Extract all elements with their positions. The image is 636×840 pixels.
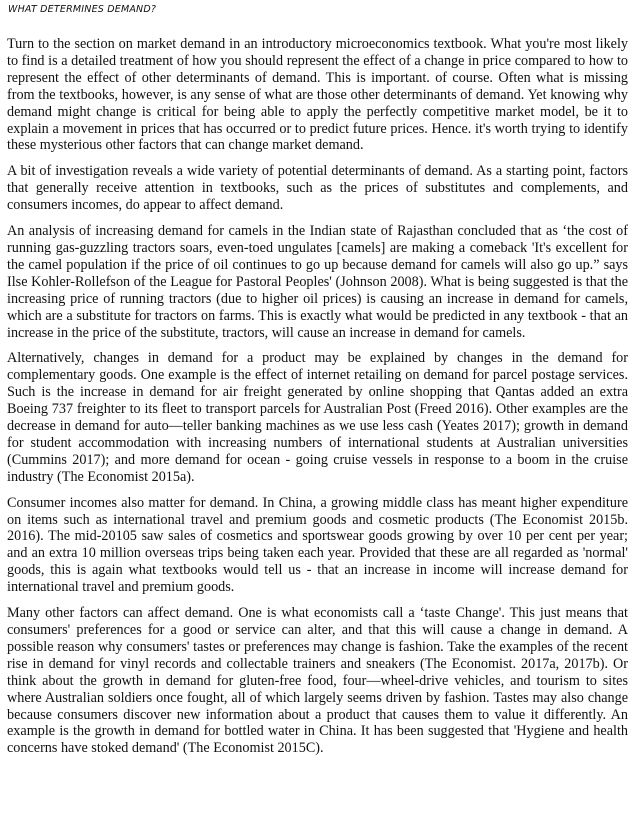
paragraph-consumer-incomes: Consumer incomes also matter for demand. In China, a growing middle class has meant higher expenditure on items such as international travel and premium goods and cosmetic products (The Economist 2015b. 2016). The mid-20105 saw sales of cosmetics and sportswear goods growing by over 10 per cent per year; and an extra 10 million overseas trips being taken each year. Provided that these are all regarded as 'normal' goods, this is again what textbooks would tell us - that an increase in income will increase demand for international travel and premium goods. bbox=[7, 494, 628, 596]
section-heading: WHAT DETERMINES DEMAND? bbox=[8, 4, 157, 15]
paragraph-camels: An analysis of increasing demand for camels in the Indian state of Rajasthan concluded that as ‘the cost of running gas-guzzling tractors soars, even-toed ungulates [camels] are making a comeback 'It's excellent for the camel population if the price of oil continues to go up because demand for camels will also go up.” says Ilse Kohler-Rollefson of the League for Pastoral Peoples' (Johnson 2008). What is being suggested is that the increasing price of running tractors (due to higher oil prices) is causing an increase in demand for camels, which are a substitute for tractors on farms. This is exactly what would be predicted in any textbook - that an increase in the price of the substitute, tractors, will cause an increase in demand for camels. bbox=[7, 223, 628, 341]
paragraph-investigation: A bit of investigation reveals a wide variety of potential determinants of demand. As a starting point, factors that generally receive attention in textbooks, such as the prices of substitutes and complements, and consumers incomes, do appear to affect demand. bbox=[7, 163, 628, 214]
paragraph-intro: Turn to the section on market demand in an introductory microeconomics textbook. What you're most likely to find is a detailed treatment of how you should represent the effect of a change in price compared to how to represent the effect of other determinants of demand. This is important. of course. Often what is missing from the textbooks, however, is any sense of what are those other determinants of demand. Yet knowing why demand might change is critical for being able to apply the perfectly competitive market model, be it to explain a movement in prices that has occurred or to predict future prices. Hence. it's worth trying to identify these mysterious other factors that can change market demand. bbox=[7, 36, 628, 154]
paragraph-taste-change: Many other factors can affect demand. One is what economists call a ‘taste Change'. This just means that consumers' preferences for a good or service can alter, and that this will cause a change in demand. A possible reason why consumers' tastes or preferences may change is fashion. Take the examples of the recent rise in demand for vinyl records and collectable trainers and sneakers (The Economist. 2017a, 2017b). Or think about the growth in demand for gluten-free food, four—wheel-drive vehicles, and tourism to sites where Australian soldiers once fought, all of which largely seems driven by fashion. Tastes may also change because consumers discover new information about a product that causes them to value it differently. An example is the growth in demand for bottled water in China. It has been suggested that 'Hygiene and health concerns have stoked demand' (The Economist 2015C). bbox=[7, 605, 628, 757]
paragraph-complementary-goods: Alternatively, changes in demand for a product may be explained by changes in the demand for complementary goods. One example is the effect of internet retailing on demand for parcel postage services. Such is the increase in demand for air freight generated by online shopping that Qantas added an extra Boeing 737 freighter to its fleet to transport parcels for Australian Post (Freed 2016). Other examples are the decrease in demand for auto—teller banking machines as we use less cash (Yeates 2017); growth in demand for student accommodation with increasing numbers of international students at Australian universities (Cummins 2017); and more demand for ocean - going cruise vessels in response to a boom in the cruise industry (The Economist 2015a). bbox=[7, 350, 628, 485]
